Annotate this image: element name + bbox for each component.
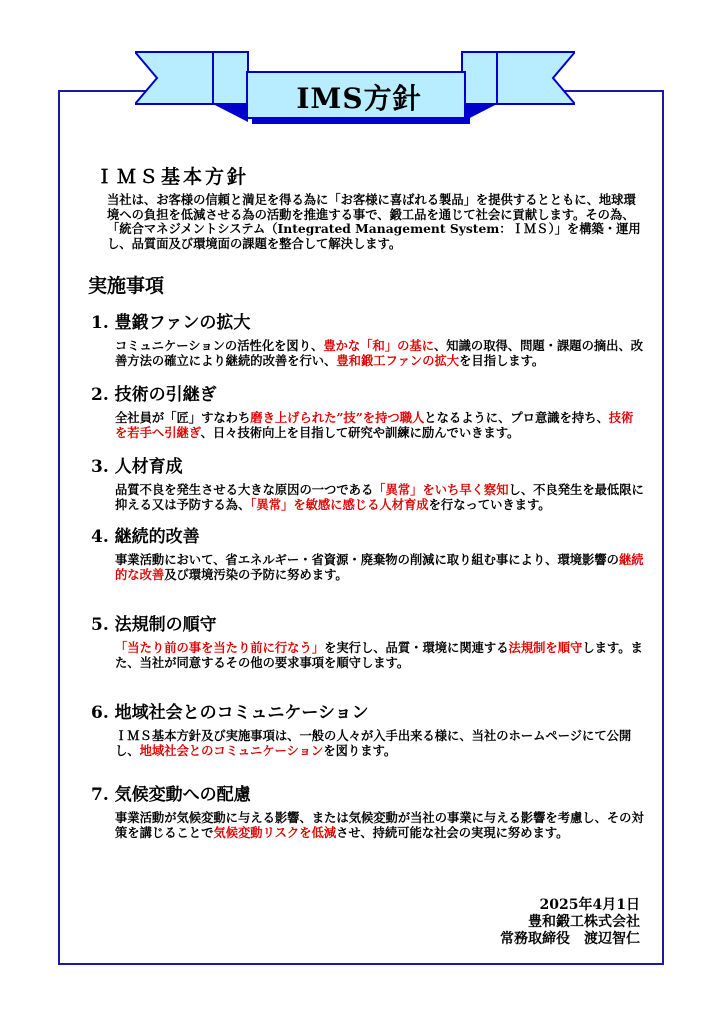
implementation-item-title: 4. 継続的改善 bbox=[91, 527, 200, 547]
implementation-item bbox=[85, 380, 645, 440]
highlighted-text: 法規制を順守 bbox=[508, 640, 583, 655]
implementation-heading: 実施事項 bbox=[88, 275, 165, 297]
implementation-item-body bbox=[115, 483, 645, 512]
body-text: を目指します。 bbox=[459, 352, 545, 368]
body-text: 、知識の取得、問題・課題の摘出、改善方法の確立により継続的改善を行い、 bbox=[115, 338, 644, 368]
ribbon-band-left bbox=[213, 52, 248, 104]
ribbon-tail-right bbox=[497, 52, 575, 104]
body-text: し、不良発生を最低限に抑える又は予防する為、 bbox=[115, 482, 644, 512]
implementation-item-body bbox=[115, 811, 645, 840]
ribbon-tail-left bbox=[135, 52, 213, 104]
implementation-item bbox=[85, 698, 645, 758]
highlighted-text: 磨き上げられた”技”を持つ職人 bbox=[250, 410, 425, 425]
ribbon-fold-left bbox=[213, 104, 248, 122]
implementation-item-title: 3. 人材育成 bbox=[91, 457, 183, 477]
body-text: 事業活動において、省エネルギー・省資源・廃棄物の削減に取り組む事により、環境影響の bbox=[115, 552, 619, 567]
signature-date: 2025年4月1日 bbox=[539, 897, 640, 913]
body-text: させ、持続可能な社会の実現に努めます。 bbox=[336, 824, 569, 840]
implementation-item-body bbox=[115, 339, 645, 368]
implementation-item-title: 2. 技術の引継ぎ bbox=[91, 385, 217, 405]
highlighted-text: 豊かな「和」の基に bbox=[323, 338, 434, 353]
body-text: 品質不良を発生させる大きな原因の一つである bbox=[115, 482, 374, 497]
body-text: となるように、プロ意識を持ち、 bbox=[424, 410, 609, 425]
implementation-item-body bbox=[115, 729, 645, 758]
signature-block bbox=[500, 897, 640, 948]
body-text: 及び環境汚染の予防に努めます。 bbox=[164, 566, 348, 582]
highlighted-text: 継続的な改善 bbox=[115, 552, 644, 582]
highlighted-text: 豊和鍛工ファンの拡大 bbox=[336, 352, 460, 368]
signature-company: 豊和鍛工株式会社 bbox=[528, 914, 640, 930]
implementation-item-title: 5. 法規制の順守 bbox=[91, 615, 217, 635]
body-text: ＩＭＳ基本方針及び実施事項は、一般の人々が入手出来る様に、当社のホームページにて公開し、 bbox=[115, 728, 632, 758]
implementation-item-body bbox=[115, 553, 645, 582]
implementation-item bbox=[85, 308, 645, 368]
highlighted-text: 地域社会とのコミュニケーション bbox=[139, 742, 324, 758]
highlighted-text: 「異常」をいち早く察知 bbox=[373, 482, 509, 497]
body-text: 事業活動が気候変動に与える影響、または気候変動が当社の事業に与える影響を考慮し、その対策を講じることで bbox=[115, 810, 644, 840]
implementation-item-title: 7. 気候変動への配慮 bbox=[91, 785, 251, 805]
body-text: コミュニケーションの活性化を図り、 bbox=[115, 338, 324, 353]
highlighted-text: 「当たり前の事を当たり前に行なう」 bbox=[115, 640, 325, 655]
highlighted-text: 気候変動リスクを低減 bbox=[213, 824, 337, 840]
implementation-item-body bbox=[115, 411, 645, 440]
implementation-item-title: 6. 地域社会とのコミュニケーション bbox=[91, 703, 369, 723]
implementation-item-title: 1. 豊鍛ファンの拡大 bbox=[91, 313, 251, 333]
body-text: します。また、当社が同意するその他の要求事項を順守します。 bbox=[115, 640, 643, 670]
basic-policy-body: 当社は、お客様の信頼と満足を得る為に「お客様に喜ばれる製品」を提供するとともに、地球環境への負担を低減させる為の活動を推進する事で、鍛工品を通じて社会に貢献します。その為、「統合マネジメントシステム（Integrated Management System：ＩＭＳ）」を構築・運用し、品質面及び環境面の課題を整合して解決します。 bbox=[107, 192, 641, 251]
signature-person: 常務取締役 渡辺智仁 bbox=[500, 931, 640, 947]
body-text: を実行し、品質・環境に関連する bbox=[324, 640, 509, 655]
banner-title: IMS方針 bbox=[296, 82, 422, 115]
highlighted-text: 「異常」を敏感に感じる人材育成 bbox=[250, 496, 429, 512]
body-text: を行なっていきます。 bbox=[428, 496, 551, 512]
highlighted-text: 技術を若手へ引継ぎ bbox=[115, 410, 634, 440]
policy-content bbox=[85, 162, 645, 840]
implementation-item bbox=[85, 610, 645, 670]
implementation-item bbox=[85, 452, 645, 512]
implementation-items bbox=[85, 308, 645, 840]
implementation-item-body bbox=[115, 641, 645, 670]
basic-policy-heading: ＩＭＳ基本方針 bbox=[95, 166, 250, 188]
implementation-item bbox=[85, 780, 645, 840]
body-text: を図ります。 bbox=[323, 742, 397, 758]
body-text: 全社員が「匠」すなわち bbox=[115, 410, 251, 425]
implementation-item bbox=[85, 522, 645, 582]
body-text: 、日々技術向上を目指して研究や訓練に励んでいきます。 bbox=[200, 424, 520, 440]
